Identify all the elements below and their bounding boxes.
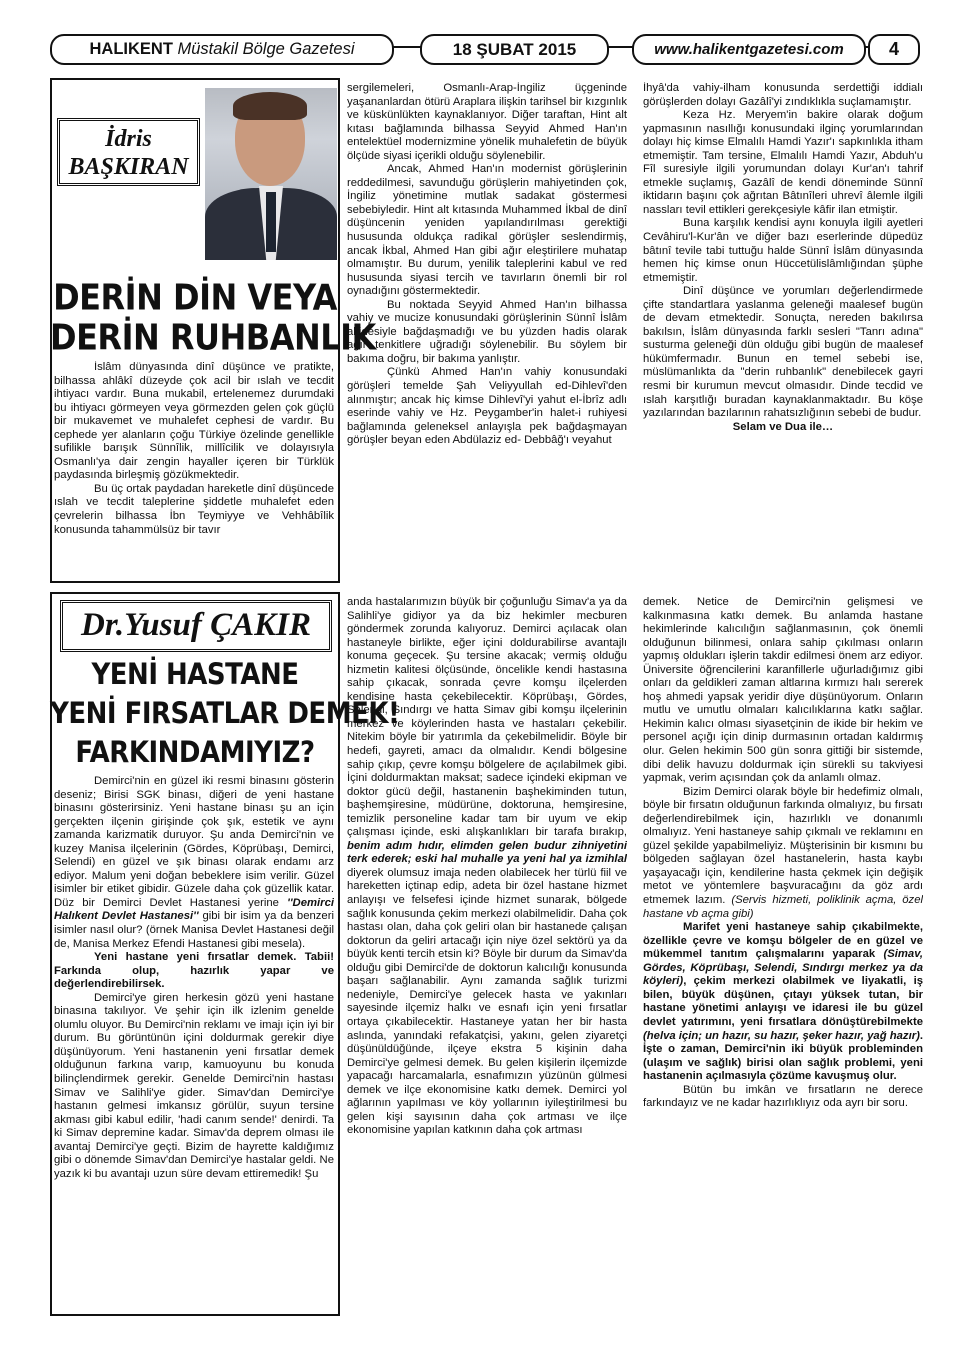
- article2-column2: [347, 596, 627, 1314]
- article1-column1: [54, 361, 334, 579]
- article2-title-line1: YENİ HASTANE: [91, 658, 299, 692]
- article2-col1-bold-paragraph: Yeni hastane yeni fırsatlar demek. Tabii! Farkında olup, hazırlık yapar ve değerlendirebilirsek.: [54, 951, 334, 991]
- article2-column1: [54, 775, 334, 1313]
- article1-col3-paragraph: İhyâ'da vahiy-ilham konusunda serdettiği iddialı görüşlerden dolayı Gazâlî'yi zındıklıkla suçlamamıştır.: [643, 82, 923, 108]
- article1-col1-paragraph: Bu üç ortak paydadan hareketle dinî düşüncede ıslah ve tecdit taleplerine şiddetle muhalefet eden çevrelerin bilhassa İbn Teymiyye ve Vehhâbîlik konusunda tahammülsüz bir tavır: [54, 482, 334, 536]
- text-run: , çekim merkezi olabilmek ve liyakatli, iş bilen, büyük düşünen, çıtayı yüksek tutan, bir hastane yönetimi anlayışı ve idaresi ile bu güzel devlet yatırımını, yeni fırsatlara dönüştürebilmekte: [643, 975, 923, 1028]
- article1-col1-paragraph: İslâm dünyasında dinî düşünce ve pratikte, bilhassa ahlâkî düzeyde çok acil bir ıslah ve tecdit ihtiyacı vardır. Buna mukabil, ertelenemez durumdaki bu ihtiyacı görmeyen veya görmezden gelen çok güçlü bir mukavemet ve muhalefet cephesi de vardır. Bu cephede yer alanların çoğu Türkiye özelinde genellikle sufilikle barışık Sünnîlik, millîcilik ve dolayısıyla Osmanlı'ya dair zengin hayaller içeren bir Türklük paydasında birleşmiş gözükmektedir.: [54, 361, 334, 482]
- article1-column3: [643, 82, 923, 580]
- article1-title-line1: DERİN DİN VEYA: [53, 275, 337, 319]
- text-run: Marifet yeni hastaneye sahip çıkabilmekte, özellikle çevre ve komşu bölgeler de en güzel ve mükemmel tanıtım çalışmalarını yaparak: [643, 921, 923, 961]
- website-url-text: www.halikentgazetesi.com: [654, 41, 844, 58]
- text-run: Demirci'nin en güzel iki resmi binasını gösterin deseniz; Birisi SGK binası, diğeri de yeni hastane binasını gösterirsiniz. Yeni hastane binası şu an için gerçekten ilçenin girişinde çok şık, estetik ve aynı zamanda karizmatik duruyor. Şu anda Demirci'nin ve kuzey Manisa ilçelerinin (Gördes, Köprübaşı, Demirci, Selendi) en güzel ve şık binası olarak endamı arz ediyor. Malum yeni doğan bebeklere isim verilir. Güzel isimler bir etiket gibidir. Güzele daha çok güzellik katar. Düz bir Demirci Devlet Hastanesi yerine: [54, 775, 334, 909]
- article1-title-line2: DERİN RUHBANLIK: [50, 315, 376, 359]
- emphasis-run: benim adım hıdır, elimden gelen budur zihniyetini terk ederek; eski hal muhalle ya yeni hal ya izmihlal: [347, 839, 627, 866]
- article1-col2-paragraph: Çünkü Ahmed Han'ın vahiy konusundaki görüşleri temelde Şah Veliyyullah ed-Dihlevî'den alınmıştır; ancak hiç kimse Dihlevî'yi yahut el-İbrîz adlı eserinde vahiy ve Hz. Peygamber'in halet-i ruhiyesi bağlamında geleneksel anlayışla pek bağdaşmayan görüşler beyan eden Abdülaziz ed- Debbâğ'ı veyahut: [347, 366, 627, 447]
- emphasis-run: (helva için; un hazır, su hazır, şeker hazır, yağ hazır): [643, 1029, 920, 1042]
- text-run: gibi bir isim ya da benzeri isimler nasıl olur? (örnek Manisa Devlet Hastanesi değil de, Manisa Merkez Efendi Hastanesi gibi mesela).: [54, 910, 334, 950]
- article1-col2-paragraph: sergilemeleri, Osmanlı-Arap-İngiliz üçgeninde yaşananlardan ötürü Araplara ilişkin tarihsel bir kızgınlık ve küskünlükten kaynaklanıyor. Diğer taraftan, Hint alt kıtası bağlamında bilhassa Seyyid Ahmed Han'ın entelektüel modernizmine yönelik muhalefetin de büyük ölçüde siyasi içerikli olduğu söylenebilir.: [347, 82, 627, 162]
- italic-note: (Servis hizmeti, poliklinik açma, özel hastane vb açma gibi): [643, 894, 923, 920]
- article1-column2: [347, 82, 627, 580]
- article1-col3-paragraph: Buna karşılık kendisi aynı konuyla ilgili ayetleri Cevâhiru'l-Kur'ân ve diğer bazı eserlerinde düpedüz bâtınî tevile tabi tuttuğu halde Sünnî İslâm dünyasında hemen hiç kimse onun Hüccetülislâmlığından şüphe etmemiştir.: [643, 217, 923, 284]
- author2-name: Dr.Yusuf ÇAKIR: [81, 607, 311, 643]
- text-run: Bizim Demirci olarak böyle bir hedefimiz olmalı, böyle bir fırsatın olduğunun farkında olmalıyız, bu fırsatı değerlendirebilmek için, hazırlıklı ve donanımlı olmalıyız. Yeni hastaneye sahip çıkmalı ve reklamını en güzel şekilde yapabilmeliyiz. Müşterisinin bir kısmını bu bölgeden sağlayan özel hastanelerin, hasta kaybı yaşayacağı için, kendilerine hasta çekmek için değişik metot ve yöntemlere başvuracağını da göz ardı etmemek lazım.: [643, 785, 923, 907]
- article2-col1-paragraph: [54, 775, 334, 951]
- author-last-name: BAŞKIRAN: [68, 154, 189, 180]
- author-name-box: [57, 118, 200, 186]
- issue-date: [420, 34, 609, 65]
- article2-col1-paragraph: Demirci'ye giren herkesin gözü yeni hastane binasına takılıyor. Ve şehir için ilk izlenim genelde olumlu oluyor. Bu Demirci'nin reklamı ve imajı için iyi bir durum. Bu görüntünün içini doldurmak gerekir diye düşünüyorum. Yeni hastanenin yeni fırsatlar demek olduğunun farkına varıp, kamuoyunu bu konuda bilinçlendirmek gerekir. Genelde Demirci'nin hastası Simav ve Salihli'ye gider. Simav'dan Demirci'ye hastanın gelmesi imkansız görülür, suyun tersine akması gibi kabul edilir, 'hadi canım sende!' denirdi. Ta ki Simav depremine kadar. Simav'da deprem olması ile avantaj Demirci'ye geçti. Bizim de hayrette kaldığımız gibi o dönemde Simav'dan Demirci'ye hastalar geldi. Ne yazık ki bu avantajı uzun süre devam ettiremedik! Şu: [54, 991, 334, 1180]
- photo-tie: [266, 192, 276, 252]
- text-run: diyerek olumsuz imaja neden olabilecek her türlü fiil ve hareketten içtinap edip, adeta bir özel hastane hizmet anlayışı ve felsefesi içinde hizmet sunarak, bölgede sağlık konusunda çekim merkezi olabilmelidir. Daha çok hastası olan, daha çok geliri olan bir hastanede çalışan doktorun da geliri artacağı için niye özel sektörü ya da büyük kenti tercih etsin ki? Böyle bir durum da Simav'da olduğu gibi Demirci'de de doktorun kalıcılığı konusunda başarı sağlanabilir. Aynı zamanda sağlık turizmi nedeniyle, Demirci'ye gelecek hasta ve yakınları sayesinde ilçemiz halkı ve esnafı için yeni fırsatlar ortaya çıkabilecektir. Hastaneye yatan her bir hasta aslında, yanındaki refakatçisi, yakını, gelen ziyaretçi düşünüldüğünde, ilçeye ekstra 5 kişinin daha Demirci'ye gelmesi demek. Bu gelen kişilerin ilçemizde yapacağı harcamalarla, esnafımızın yüzünün gülmesi demek ve ilçe ekonomisine katkı demek. Demirci yol ağlarının yapılması ve köy yollarının iyileştirilmesi bu gelen kişi sayısının daha çok artması ve ilçe ekonomisine yapılan katkının daha çok artması: [347, 866, 627, 1137]
- page-number: [868, 34, 920, 65]
- text-run: anda hastalarımızın büyük bir çoğunluğu Simav'a ya da Salihli'ye gidiyor ya da biz hekimler mecburen göndermek zorunda kalıyoruz. Demirci açılacak olan hastaneyle birlikte, eğer içini doldurabilirse avantajlı konuma geçecek. Şu tersine akacak; vermiş olduğu hizmetin kalitesi ölçüsünde, öncelikle kendi hastasına sahip çıkacak, sonrada çevre komşu ilçelerden kendisine hasta çekebilecektir. Köprübaşı, Gördes, Selendi, Sındırgı ve hatta Simav gibi komşu ilçelerinin merkez ve köylerinden hasta ve hastaları çekebilir. Nitekim böyle bir yatırımla da çekebilmelidir. Böyle bir hedefi, gayreti, amacı da olmalıdır. Kendi bölgesine sahip çıkıp, çevre komşu bölgelere de açılabilmek gibi. İçini doldurmaktan maksat; sadece içindeki ekipman ve doktor gücü değil, hastanenin başhekiminden tutun, başhemşiresine, müdürüne, doktoruna, hemşiresine, temizlik personeline kadar tam bir uyum ve ekip çalışması içinde, eski alışkanlıkları bir tarafa bırakıp,: [347, 596, 627, 839]
- article1-col3-paragraph: Keza Hz. Meryem'in bakire olarak doğum yapmasının nasıllığı konusundaki ilginç yorumlarından dolayı hiç kimse Elmalılı Hamdi Yazır'ı sapkınlıkla itham etmemiştir. Tam tersine, Elmalılı Hamdi Yazır, Abduh'u Fîl suresiyle ilgili yorumundan dolayı Kur'an'ı tahrif etmekle suçlamış, Gazâlî de kendi döneminde Sünnî iktidarın başını çok ağrıtan Bâtınîleri uhrevî âlemle ilgili nassları tevil ettikleri gerekçesiyle kâfir ilan etmiştir.: [643, 109, 923, 216]
- article2-col3-paragraph: [643, 786, 923, 921]
- author2-name-box: [60, 600, 332, 652]
- article2-col2-paragraph: [347, 596, 627, 1138]
- article1-signoff: Selam ve Dua ile…: [732, 420, 834, 433]
- article2-column3: [643, 596, 923, 1314]
- article1-col3-paragraph: Dinî düşünce ve yorumları değerlendirmede çifte standartlara yaslanma geleneği maalesef bugün de devam etmektedir. Sonuçta, nereden bakılırsa bakılsın, İslâm dünyasında farklı sesleri "Tanrı adına" susturma geleneği dün olduğu gibi bugün de maalesef hükümfermadır. Bunun en temel sebebi ise, müslümanlıkta da "derin ruhbanlık" denebilecek gayri resmi bir kurumun mevcut olmasıdır. Dinde tecdid ve ıslah karşıtlığı buradan kaynaklanmaktadır. Bu köşe yazılarından bazılarının rahatsızlığının sebebi de budur.: [643, 285, 923, 420]
- masthead-brand: [50, 34, 394, 65]
- masthead-brand-sub: Müstakil Bölge Gazetesi: [177, 40, 355, 58]
- masthead-brand-name: HALIKENT: [89, 40, 173, 58]
- website-url: [632, 34, 866, 65]
- article1-col2-paragraph: Ancak, Ahmed Han'ın modernist görüşlerinin reddedilmesi, savunduğu görüşlerin mahiyetinden çok, İngiliz yönetimine mutlak sadakat göstermesi sebebiyledir. Hint alt kıtasında Muhammed İkbal de dinî düşüncenin yeniden yapılandırılması gerektiği hususunda oldukça radikal görüşler seslendirmiş, ancak İkbal, Ahmed Han gibi ağır eleştirilere muhatap olmamıştır. Bu durum, yenilik taleplerini kabul ve red hususunda siyasi tercih ve tavırların önemli bir rol oynadığını göstermektedir.: [347, 163, 627, 298]
- issue-date-text: 18 ŞUBAT 2015: [452, 39, 577, 59]
- article2-title-line2: YENİ FIRSATLAR DEMEK!: [50, 697, 400, 731]
- suggested-hospital-name: ''Demirci Halıkent Devlet Hastanesi'': [54, 896, 334, 923]
- article2-col3-paragraph: Bütün bu imkân ve fırsatların ne derece farkındayız ve ne kadar hazırlıklıyız oda ayrı bir soru.: [643, 1083, 923, 1110]
- page-number-text: 4: [888, 39, 899, 59]
- author-photo: [205, 88, 337, 260]
- emphasis-run: (Simav, Gördes, Köprübaşı, Selendi, Sındırgı merkez ya da köyleri): [643, 948, 923, 988]
- text-run: . İşte o zaman, Demirci'nin iki büyük probleminden (ulaşım ve sağlık) birisi olan sağlık problemi, yeni hastanenin açılmasıyla çözüme kavuşmuş olur.: [643, 1029, 923, 1083]
- article1-col2-paragraph: Bu noktada Seyyid Ahmed Han'ın bilhassa vahiy ve mucize konusundaki görüşlerinin Sünnî İslâm akidesiyle bağdaşmadığı ve bu yüzden hadis olarak ağır tenkitlere uğradığı söylenebilir. Bu söylem bir bakıma doğru, bir bakıma yanlıştır.: [347, 298, 627, 365]
- article2-title-line3: FARKINDAMIYIZ?: [75, 736, 315, 770]
- author-first-name: İdris: [105, 126, 152, 152]
- article2-col3-paragraph: demek. Netice de Demirci'nin gelişmesi ve kalkınmasına katkı demek. Bu anlamda hastane hekimlerinde kalıcılığın sağlanmasının, çok önemli olduğunun bilinmesi, onlara sahip çıkılması onların yapmış oldukları işlerin takdir edilmesi önem arz ediyor. Üniversite öğrencilerini karanfillerle uğurladığımız gibi onları da geldikleri zaman altlarına kırmızı halı sererek hoş ahmedi yapsak yeridir diye düşünüyorum. Onların mutlu ve umutlu olmaları kalıcılıklarına katkı sağlar. Hekimin kalıcı olması siyasetçinin de ikide bir hekim ve personel açığı için dinip durmasının ortadan kaldırmış olur. Gelen hekimin 500 gün sonra gittiği bir sistemde, dibi delik havuzu doldurmak için sürekli su takviyesi yapmak, verim açısından çok da anlamlı olmaz.: [643, 596, 923, 785]
- photo-hair: [233, 92, 307, 120]
- article2-col3-bold-paragraph: [643, 921, 923, 1084]
